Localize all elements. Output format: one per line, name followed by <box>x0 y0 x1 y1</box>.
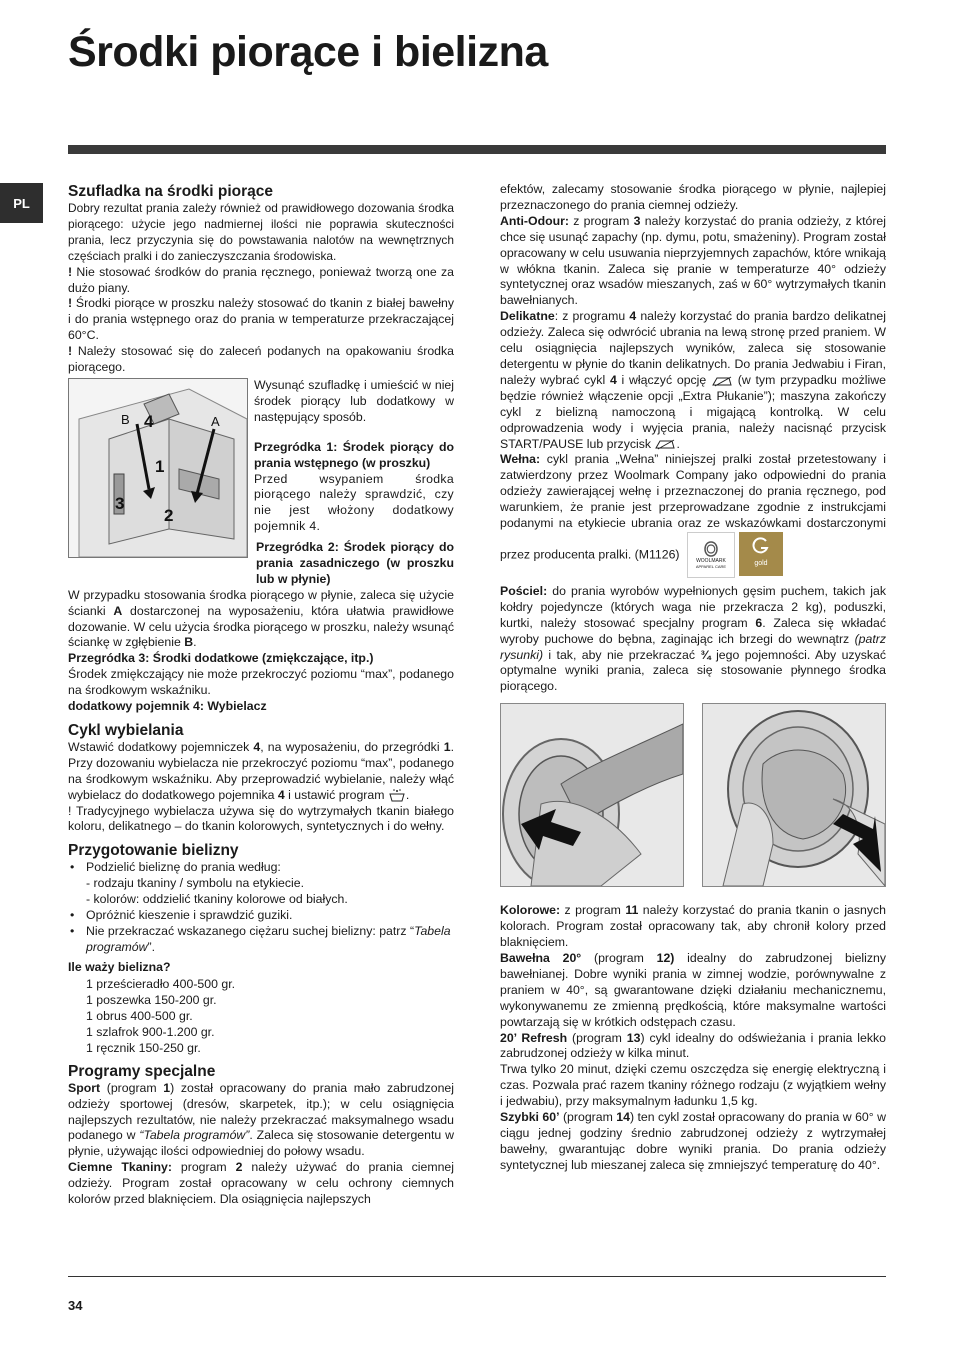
label-4: 4 <box>144 411 154 431</box>
footer-rule <box>68 1276 886 1277</box>
label-2: 2 <box>164 505 174 525</box>
text-run: , na wyposażeniu, do przegródki <box>260 739 444 754</box>
text-run: 3 <box>633 213 641 228</box>
text-run: (patrz rysunki) <box>500 631 886 662</box>
text-run: ¾ <box>700 647 711 662</box>
drawer-warning-3 <box>68 344 454 376</box>
delicate-text <box>500 309 886 452</box>
label-3: 3 <box>115 493 125 513</box>
gold-label: gold <box>754 559 768 567</box>
text-run: i włączyć opcję <box>616 372 712 387</box>
text-run: . <box>193 635 197 650</box>
text-run: Anti-Odour: <box>500 213 569 228</box>
text-run: 13 <box>626 1030 641 1045</box>
text-run: - kolorów: oddzielić tkaniny kolorowe od białych. <box>86 892 348 907</box>
text-run: 2 <box>235 1160 243 1175</box>
text-run: idealny do zabrudzonej bielizny bawełnianej. Dobre wyniki prania w zimnej wodzie, porównywalne z praniem w 40°, są gwarantowane dzięki działaniu mechanicznemu, wykonywanemu ze zmienną prędkością, które maksymalne wartości powtarzają się w krótkich odstępach czasu. <box>500 951 887 1029</box>
label-a: A <box>211 413 220 429</box>
refresh-text-2: Trwa tylko 20 minut, dzięki czemu oszczędza się energię elektryczną i czas. Pozwala prać razem tkaniny różnego rodzaju (z wyjątkiem wełny i jedwabiu), przy maksymalnym ładunku 1,5 kg. <box>500 1062 886 1109</box>
list-item <box>68 924 454 956</box>
duvet-loading-photo-1 <box>500 703 684 887</box>
wool-text <box>500 452 886 578</box>
detergent-drawer-illustration <box>68 378 248 558</box>
text-run: 1 <box>163 1080 171 1095</box>
prep-list <box>68 860 454 955</box>
label-b: B <box>121 411 130 427</box>
compartment-3-title-text: Przegródka 3: Środki dodatkowe (zmiękczające, itp.) <box>68 651 374 666</box>
right-column <box>500 182 886 1174</box>
text-run: (program <box>567 1030 627 1045</box>
drawer-figure-block <box>68 378 454 558</box>
woolmark-logo <box>687 532 735 578</box>
left-column <box>68 182 454 1208</box>
list-item: 1 poszewka 150-200 gr. <box>86 992 217 1007</box>
dark-text <box>68 1160 454 1208</box>
text-run: dostarczonej na wyposażeniu, która ułatwia prawidłowe dozowanie. W celu użycia środka piorącego w proszku, należy wsunąć ściankę w zgłębienie <box>68 603 454 650</box>
warning-mark: ! <box>68 344 73 359</box>
text-run: i tak, aby nie przekraczać <box>543 647 701 662</box>
text-run: do prania wyrobów wypełnionych gęsim puchem, takich jak kołdry pojedyncze (których waga nie przekracza 2 kg), poduszki, kurtki, należy stosować specjalny program <box>500 583 886 630</box>
bleach-text <box>68 740 454 804</box>
text-run: z program <box>560 903 626 918</box>
woolmark-icon <box>700 540 722 558</box>
text-run: . <box>676 436 680 451</box>
text-run: i ustawić program <box>284 787 388 802</box>
text-run: cykl prania „Wełna” niniejszej pralki został przetestowany i zatwierdzony przez Woolmark Company jako odpowiedni do prania odzieży zawierającej wełnę i przeznaczonej do prania ręcznego, pod warunkiem, że pranie jest przeprowadzane zgodnie z instrukcjami podanymi na etykiecie ubrania oraz ze wskazówkami dostarczonymi przez producenta pralki. (M1126) <box>500 452 886 562</box>
cotton-20-text <box>500 951 886 1031</box>
text-run: należy korzystać do prania tkanin o jasnych kolorach. Program został opracowany tak, aby chronił kolory przed blaknięciem. <box>500 903 886 950</box>
compartment-1-title <box>254 440 454 472</box>
text-run: Kolorowe: <box>500 903 561 918</box>
prep-heading: Przygotowanie bielizny <box>68 842 239 860</box>
page-number: 34 <box>68 1298 83 1313</box>
colour-text <box>500 903 886 951</box>
list-item: 1 obrus 400-500 gr. <box>86 1008 193 1023</box>
text-run: ”. <box>147 939 156 954</box>
drawer-intro: Dobry rezultat prania zależy również od prawidłowego dozowania środka piorącego: użycie jego nadmiernej ilości nie poprawia skuteczności prania, lecz przyczynia się do powstawania nalotów na wewnętrznych częściach pralki i do zanieczyszczania środowiska. <box>68 201 454 263</box>
drawer-diagram <box>69 379 247 557</box>
label-1: 1 <box>155 456 165 476</box>
text-run: ) ten cykl został opracowany do prania w 60° w ciągu jednej godziny średnio zabrudzonej odzieży z wytrzymałej bawełny, gwarantując dobre wyniki prania. Do prania odzieży syntetycznej lub mieszanej zaleca się zmniejszyć temperaturę do 40°. <box>500 1110 886 1172</box>
warning-text: Środki piorące w proszku należy stosować do tkanin z białej bawełny i do prania wstępnego oraz do prania w temperaturze przekraczającej 60°C. <box>68 296 454 343</box>
woolmark-gold-logo <box>739 532 783 576</box>
compartment-4-title-text: dodatkowy pojemnik 4: Wybielacz <box>68 699 267 714</box>
slot-b-label: B <box>184 635 194 650</box>
woolmark-subtext: APPAREL CARE <box>695 564 727 570</box>
duvet-photo-2-drawing <box>703 704 885 886</box>
text-run: Nie przekraczać wskazanego ciężaru suchej bielizny: patrz “ <box>86 924 415 938</box>
list-item: • Opróżnić kieszenie i sprawdzić guziki. <box>68 908 454 924</box>
text-run: Ciemne Tkaniny: <box>68 1160 172 1175</box>
text-run: (w tym przypadku możliwe będzie również włączenie opcji „Extra Płukanie”); maszyna zakończy cykl z bielizną namoczoną i migającą kontrolką. W celu odprowadzenia wody i wyjęcia prania, należy nacisnąć przycisk START/PAUSE lub przycisk <box>500 372 886 451</box>
list-item: 1 prześcieradło 400-500 gr. <box>86 976 236 991</box>
warning-mark: ! <box>68 264 73 279</box>
language-tab: PL <box>0 183 43 223</box>
list-item: 1 ręcznik 150-250 gr. <box>86 1040 201 1055</box>
text-run: należy korzystać do prania bardzo delikatnej odzieży. Zaleca się odwrócić ubrania na lewą stronę przed praniem. W celu osiągnięcia najlepszych wyników, zaleca się stosowanie detergentu w płynie do tkanin delikatnych. Do prania Jedwabiu i Firan, należy wybrać cykl <box>500 309 886 387</box>
text-run: . <box>405 787 410 802</box>
compartment-1-text: Przed wsypaniem środka piorącego należy sprawdzić, czy nie jest włożony dodatkowy pojemnik 4. <box>254 471 454 534</box>
text-run: 4 <box>253 739 261 754</box>
text-run: ) został opracowany do prania mało zabrudzonej odzieży sportowej (dresów, skarpetek, itp.); w celu osiągnięcia najlepszych rezultatów, nie należy przekraczać maksymalnego wsadu podanego w <box>68 1080 454 1143</box>
text-run: z program <box>568 213 634 228</box>
gold-g-icon <box>751 536 771 556</box>
text-run: Szybki 60’ <box>500 1110 560 1125</box>
text-run: 4 <box>609 372 617 387</box>
text-run: należy korzystać do prania odzieży, z której chce się usunąć zapachy (np. dymu, potu, smażeniny). Program został opracowany w celu usuwania nieprzyjemnych zapachów, które wnikają w włókna tkanin. Zaleca się pranie w temperaturze 40° odzieży syntetycznej oraz wsadów mieszanych, zaś w 60° wytrzymałych tkanin bawełnianych. <box>500 213 887 308</box>
text-run: Delikatne <box>500 309 555 324</box>
text-run: 4 <box>629 309 637 324</box>
list-item <box>68 860 454 908</box>
sport-text <box>68 1081 454 1161</box>
text-run: . Przy dozowaniu wybielacza nie przekroczyć poziomu “max”, podanego na środkowym wskaźniku. Aby przeprowadzić wybielanie, należy włąć wybielacz do dodatkowego pojemnika <box>68 739 454 802</box>
text-run: . Zaleca się wkładać wyroby puchowe do bębna, zaginając ich brzegi do wewnątrz <box>500 615 886 646</box>
text-run: 11 <box>625 903 639 918</box>
warning-mark: ! <box>68 296 73 311</box>
bleach-note: ! Tradycyjnego wybielacza używa się do wytrzymałych tkanin białego koloru, delikatnego – do tkanin kolorowych, syntetycznych i do wełny. <box>68 803 454 834</box>
woolmark-wordmark: WOOLMARK <box>696 558 726 565</box>
text-run: : z programu <box>554 309 630 324</box>
text-run: Wstawić dodatkowy pojemniczek <box>68 739 254 754</box>
text-run: Bawełna 20° <box>500 951 582 965</box>
text-run: ) cykl idealny do odświeżania i prania lekko zabrudzonej odzieży w kilka minut. <box>500 1030 886 1061</box>
text-run: (program <box>100 1080 164 1095</box>
text-run: Podzielić bieliznę do prania według: <box>86 860 281 875</box>
text-run: Tabela programów <box>86 924 451 954</box>
title-rule <box>68 145 886 154</box>
weight-question <box>68 960 454 976</box>
bleach-heading: Cykl wybielania <box>68 721 184 739</box>
list-item: 1 szlafrok 900-1.200 gr. <box>86 1024 215 1039</box>
text-run: Pościel: <box>500 583 548 598</box>
text-run: jego pojemności. Aby uzyskać optymalne wyniki prania, zaleca się stosowanie płynnego środka piorącego. <box>500 647 887 694</box>
text-run: Ile waży bielizna? <box>68 959 171 974</box>
special-heading: Programy specjalne <box>68 1062 216 1080</box>
iron-button-icon <box>654 438 676 450</box>
text-run: (program <box>581 951 657 965</box>
anti-odour-text <box>500 214 886 309</box>
woolmark-logos <box>687 532 783 578</box>
text-run: należy używać do prania ciemnej odzieży. Program został opracowany w celu ochrony ciemnych kolorów przed blaknięciem. Dla osiągnięcia najlepszych <box>68 1160 454 1207</box>
refresh-text <box>500 1031 886 1063</box>
compartment-2-title-text: Przegródka 2: Środek piorący do prania zasadniczego (w proszku lub w płynie) <box>256 539 454 586</box>
drawer-fig-intro: Wysunąć szufladkę i umieścić w niej środek piorący lub dodatkowy w następujący sposób. <box>254 377 454 424</box>
bleach-program-icon <box>388 788 406 802</box>
text-run: program <box>171 1160 236 1175</box>
text-run: 6 <box>755 615 763 630</box>
text-run: Wełna: <box>500 452 541 467</box>
compartment-2-text <box>68 588 454 652</box>
duvet-photos <box>500 703 886 887</box>
compartment-3-title <box>68 651 454 667</box>
wall-a-label: A <box>113 603 123 618</box>
compartment-3-text: Środek zmiękczający nie może przekroczyć poziomu “max”, podanego na środkowym wskaźniku. <box>68 667 454 698</box>
drawer-heading: Szufladka na środki piorące <box>68 183 274 200</box>
drawer-figure-text <box>254 378 454 558</box>
text-run: W przypadku stosowania środka piorącego w płynie, zaleca się użycie ścianki <box>68 587 454 618</box>
text-run: (program <box>559 1110 617 1125</box>
text-run: Sport <box>68 1080 101 1095</box>
duvet-photo-1-drawing <box>501 704 683 886</box>
text-run: 4 <box>277 787 285 802</box>
text-run: “Tabela programów” <box>139 1128 250 1143</box>
warning-text: Nie stosować środków do prania ręcznego, ponieważ tworzą one za dużo piany. <box>68 264 454 295</box>
fast-60-text <box>500 1110 886 1174</box>
compartment-4-title <box>68 699 454 715</box>
warning-text: Należy stosować się do zaleceń podanych na opakowaniu środka piorącego. <box>68 344 454 375</box>
text-run: 14 <box>616 1110 630 1125</box>
compartment-1-title-text: Przegródka 1: Środek piorący do prania wstępnego (w proszku) <box>254 439 454 470</box>
dark-text-cont: efektów, zalecamy stosowanie środka piorącego w płynie, najlepiej przeznaczonego do prania ciemnej odzieży. <box>500 182 886 212</box>
text-run: - rodzaju tkaniny / symbolu na etykiecie. <box>86 876 305 891</box>
iron-option-icon <box>711 375 733 387</box>
page-title: Środki piorące i bielizna <box>68 28 548 76</box>
text-run: 12) <box>656 951 675 965</box>
weight-list <box>68 976 454 1056</box>
duvet-loading-photo-2 <box>702 703 886 887</box>
text-run: . Zaleca się stosowanie detergentu w płynie, używając ilości odpowiedniej do połowy wsadu. <box>68 1128 454 1159</box>
drawer-warning-1 <box>68 265 454 297</box>
duvet-text <box>500 584 886 695</box>
drawer-warning-2 <box>68 296 454 344</box>
text-run: 20’ Refresh <box>500 1030 568 1045</box>
text-run: 1 <box>443 739 451 754</box>
